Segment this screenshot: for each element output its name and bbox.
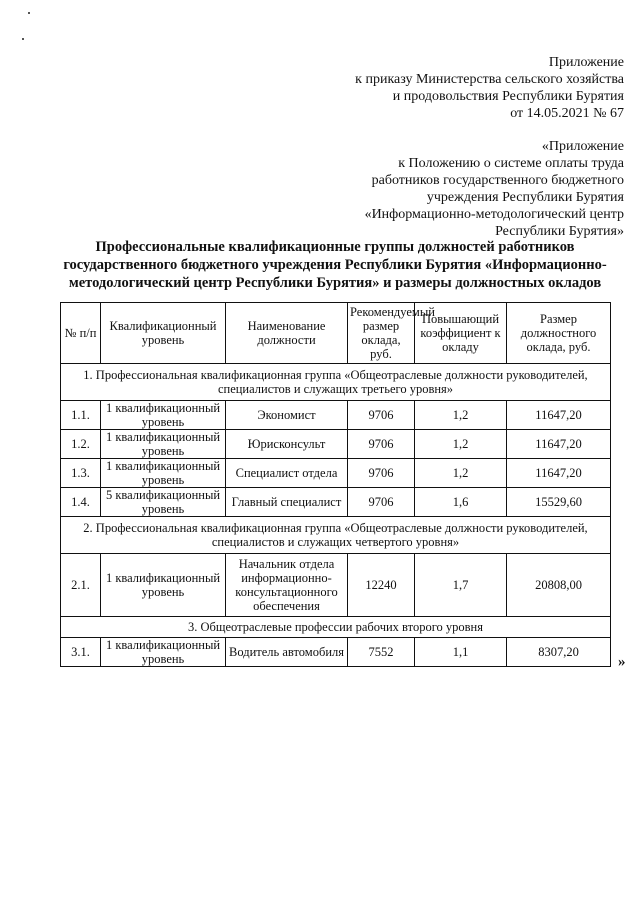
coefficient: 1,6 xyxy=(415,488,507,517)
table-header-row xyxy=(61,303,611,364)
section-title: 2. Профессиональная квалификационная группа «Общеотраслевые должности руководителей, специалистов и служащих четвертого уровня» xyxy=(61,517,611,554)
column-header: Повышающий коэффициент к окладу xyxy=(415,303,507,364)
row-number: 1.2. xyxy=(61,430,101,459)
order-appendix-header xyxy=(294,54,624,122)
row-number: 3.1. xyxy=(61,638,101,667)
table-row xyxy=(61,459,611,488)
row-number: 1.3. xyxy=(61,459,101,488)
header-line: от 14.05.2021 № 67 xyxy=(510,106,624,121)
base-salary: 12240 xyxy=(348,554,415,617)
total-salary: 11647,20 xyxy=(507,459,611,488)
coefficient: 1,2 xyxy=(415,401,507,430)
section-title: 3. Общеотраслевые профессии рабочих второго уровня xyxy=(61,617,611,638)
total-salary: 15529,60 xyxy=(507,488,611,517)
table-row xyxy=(61,488,611,517)
closing-quote: » xyxy=(618,654,626,670)
column-header: № п/п xyxy=(61,303,101,364)
header-line: к приказу Министерства сельского хозяйства xyxy=(355,72,624,87)
column-header: Размер должностного оклада, руб. xyxy=(507,303,611,364)
coefficient: 1,2 xyxy=(415,430,507,459)
scan-speck xyxy=(22,38,24,40)
position-name: Главный специалист xyxy=(226,488,348,517)
appendix-line: Республики Бурятия» xyxy=(495,224,624,239)
row-number: 1.1. xyxy=(61,401,101,430)
appendix-line: учреждения Республики Бурятия xyxy=(426,190,624,205)
appendix-line: работников государственного бюджетного xyxy=(371,173,624,188)
column-header: Квалификационный уровень xyxy=(101,303,226,364)
column-header: Наименование должности xyxy=(226,303,348,364)
document-title: Профессиональные квалификационные группы должностей работников государственного бюджетного учреждения Республики Бурятия «Информационно-методологический центр Республики Бурятия» и размеры должностных окладов xyxy=(63,239,607,291)
base-salary: 7552 xyxy=(348,638,415,667)
table-row xyxy=(61,430,611,459)
qualification-level: 1 квалификационный уровень xyxy=(101,638,226,667)
base-salary: 9706 xyxy=(348,401,415,430)
qualification-level: 1 квалификационный уровень xyxy=(101,554,226,617)
table-row xyxy=(61,554,611,617)
total-salary: 20808,00 xyxy=(507,554,611,617)
salary-table xyxy=(60,302,611,667)
coefficient: 1,2 xyxy=(415,459,507,488)
regulation-appendix-header xyxy=(294,138,624,240)
position-name: Специалист отдела xyxy=(226,459,348,488)
base-salary: 9706 xyxy=(348,430,415,459)
position-name: Юрисконсульт xyxy=(226,430,348,459)
appendix-line: «Информационно-методологический центр xyxy=(364,207,624,222)
position-name: Водитель автомобиля xyxy=(226,638,348,667)
position-name: Экономист xyxy=(226,401,348,430)
total-salary: 11647,20 xyxy=(507,401,611,430)
section-title: 1. Профессиональная квалификационная группа «Общеотраслевые должности руководителей, специалистов и служащих третьего уровня» xyxy=(61,364,611,401)
base-salary: 9706 xyxy=(348,488,415,517)
section-header-row xyxy=(61,617,611,638)
row-number: 1.4. xyxy=(61,488,101,517)
qualification-level: 1 квалификационный уровень xyxy=(101,401,226,430)
row-number: 2.1. xyxy=(61,554,101,617)
qualification-level: 1 квалификационный уровень xyxy=(101,459,226,488)
column-header: Рекомендуемый размер оклада, руб. xyxy=(348,303,415,364)
header-line: и продовольствия Республики Бурятия xyxy=(392,89,624,104)
total-salary: 11647,20 xyxy=(507,430,611,459)
qualification-level: 5 квалификационный уровень xyxy=(101,488,226,517)
scan-speck xyxy=(28,12,30,14)
position-name: Начальник отдела информационно-консультационного обеспечения xyxy=(226,554,348,617)
header-line: Приложение xyxy=(548,55,624,70)
base-salary: 9706 xyxy=(348,459,415,488)
appendix-line: к Положению о системе оплаты труда xyxy=(398,156,624,171)
coefficient: 1,1 xyxy=(415,638,507,667)
section-header-row xyxy=(61,364,611,401)
table-row xyxy=(61,401,611,430)
qualification-level: 1 квалификационный уровень xyxy=(101,430,226,459)
total-salary: 8307,20 xyxy=(507,638,611,667)
section-header-row xyxy=(61,517,611,554)
appendix-line: «Приложение xyxy=(541,139,624,154)
coefficient: 1,7 xyxy=(415,554,507,617)
table-row xyxy=(61,638,611,667)
